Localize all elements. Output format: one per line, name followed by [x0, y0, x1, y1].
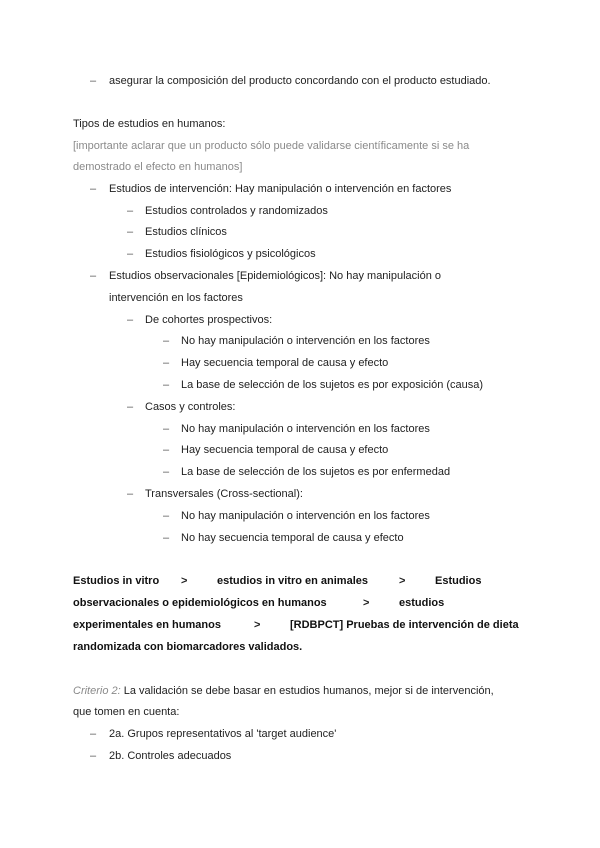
cases-label: Casos y controles: — [145, 401, 236, 413]
bullet-dash: – — [90, 728, 97, 740]
bullet-dash: – — [163, 379, 170, 391]
bullet-dash: – — [90, 750, 97, 762]
bullet-dash: – — [127, 205, 134, 217]
hierarchy-text: Estudios in vitro — [73, 575, 160, 587]
observational-label-line-2: intervención en los factores — [109, 292, 243, 304]
list-item: 2a. Grupos representativos al 'target audience' — [109, 728, 337, 740]
bullet-dash: – — [90, 270, 97, 282]
list-item: La base de selección de los sujetos es por exposición (causa) — [181, 379, 484, 391]
cohorts-label: De cohortes prospectivos: — [145, 314, 273, 326]
list-item: Estudios clínicos — [145, 226, 227, 238]
section-title: Tipos de estudios en humanos: — [73, 118, 226, 130]
bullet-dash: – — [90, 183, 97, 195]
bullet-dash: – — [163, 357, 170, 369]
list-item: 2b. Controles adecuados — [109, 750, 232, 762]
list-item: Estudios controlados y randomizados — [145, 205, 328, 217]
note-line-1: [importante aclarar que un producto sólo puede validarse científicamente si se ha — [73, 140, 470, 152]
arrow-symbol: > — [181, 575, 188, 587]
note-line-2: demostrado el efecto en humanos] — [73, 161, 243, 173]
hierarchy-text: Estudios — [435, 575, 482, 587]
bullet-dash: – — [127, 401, 134, 413]
bullet-dash: – — [127, 248, 134, 260]
bullet-dash: – — [127, 314, 134, 326]
bullet-dash: – — [127, 488, 134, 500]
list-item: No hay manipulación o intervención en los factores — [181, 423, 430, 435]
criterio-label: Criterio 2: — [73, 685, 121, 697]
list-item: No hay manipulación o intervención en los factores — [181, 335, 430, 347]
list-item: No hay secuencia temporal de causa y efecto — [181, 532, 404, 544]
hierarchy-text: observacionales o epidemiológicos en humanos — [73, 597, 327, 609]
list-item: Hay secuencia temporal de causa y efecto — [181, 357, 389, 369]
list-item: Hay secuencia temporal de causa y efecto — [181, 444, 389, 456]
arrow-symbol: > — [399, 575, 406, 587]
bullet-dash: – — [90, 75, 97, 87]
hierarchy-text: experimentales en humanos — [73, 619, 221, 631]
list-item: Estudios fisiológicos y psicológicos — [145, 248, 316, 260]
top-item: asegurar la composición del producto concordando con el producto estudiado. — [109, 75, 491, 87]
bullet-dash: – — [163, 466, 170, 478]
observational-label-line-1: Estudios observacionales [Epidemiológicos]: No hay manipulación o — [109, 270, 442, 282]
arrow-symbol: > — [254, 619, 261, 631]
intervention-label: Estudios de intervención: Hay manipulación o intervención en factores — [109, 183, 452, 195]
transversal-label: Transversales (Cross-sectional): — [145, 488, 303, 500]
bullet-dash: – — [163, 510, 170, 522]
list-item: No hay manipulación o intervención en los factores — [181, 510, 430, 522]
list-item: La base de selección de los sujetos es por enfermedad — [181, 466, 451, 478]
bullet-dash: – — [163, 335, 170, 347]
criterio-text: La validación se debe basar en estudios humanos, mejor si de intervención, — [120, 685, 494, 697]
hierarchy-text: randomizada con biomarcadores validados. — [73, 641, 303, 653]
bullet-dash: – — [163, 444, 170, 456]
hierarchy-text: estudios — [399, 597, 445, 609]
hierarchy-text: estudios in vitro en animales — [217, 575, 368, 587]
bullet-dash: – — [127, 226, 134, 238]
hierarchy-text: [RDBPCT] Pruebas de intervención de dieta — [290, 619, 519, 631]
bullet-dash: – — [163, 532, 170, 544]
criterio-line-2: que tomen en cuenta: — [73, 706, 180, 718]
bullet-dash: – — [163, 423, 170, 435]
arrow-symbol: > — [363, 597, 370, 609]
criterio-line-1 — [73, 684, 494, 698]
